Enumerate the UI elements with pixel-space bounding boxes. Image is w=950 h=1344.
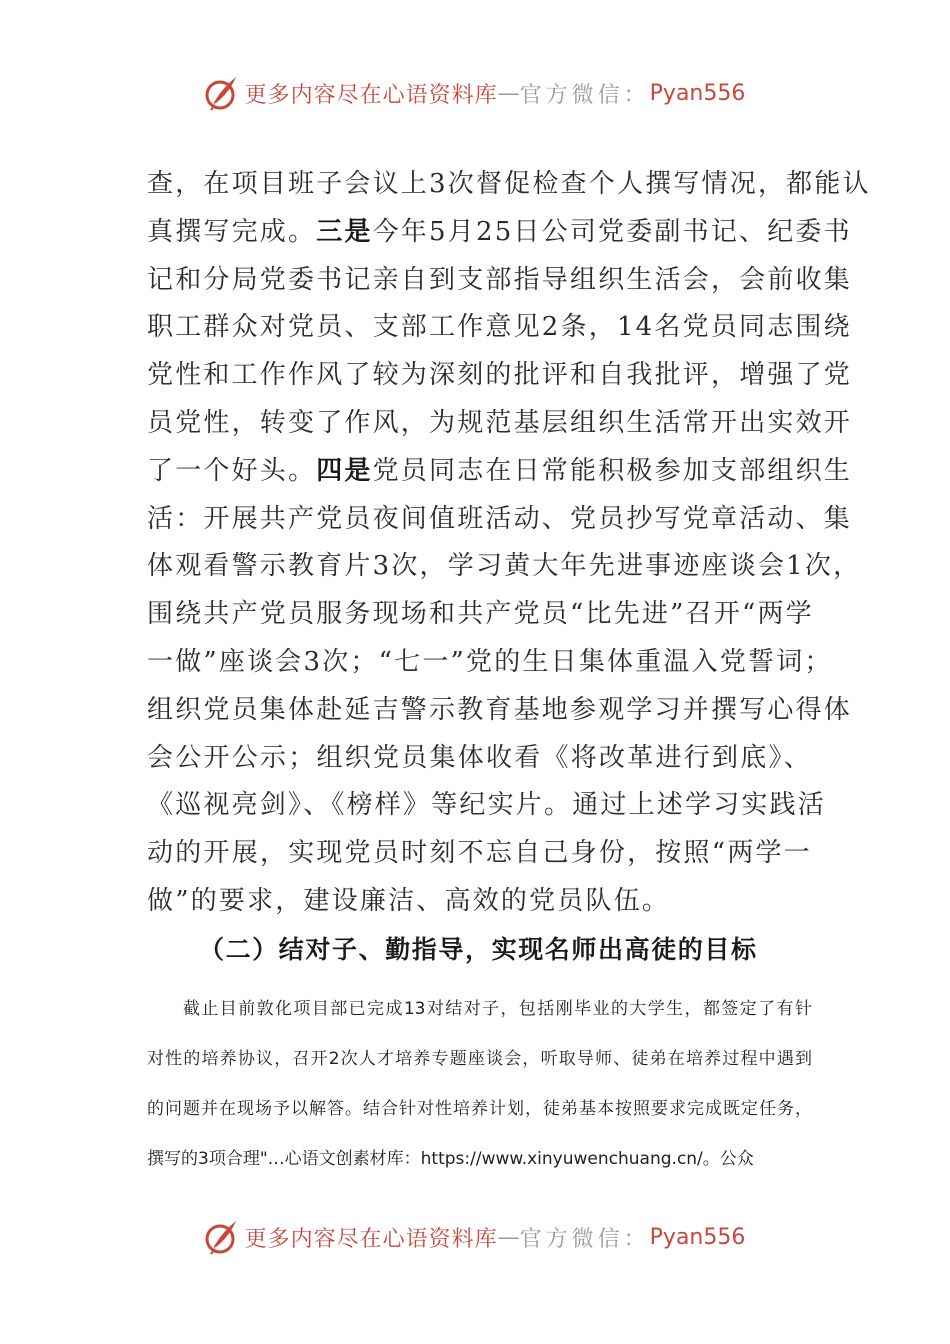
footer-wechat-id: Pyan556 bbox=[649, 1224, 746, 1250]
sans-line: 截止目前敦化项目部已完成13对结对子，包括刚毕业的大学生，都签定了有针 bbox=[183, 999, 812, 1019]
header-wechat-id: Pyan556 bbox=[649, 80, 746, 106]
text-run: 组织党员集体赴延吉警示教育基地参观学习并撰写心得体 bbox=[147, 694, 853, 725]
section-heading: （二）结对子、勤指导，实现名师出高徒的目标 bbox=[199, 935, 758, 964]
text-run: 查，在项目班子会议上3次督促检查个人撰写情况，都能认 bbox=[147, 169, 871, 199]
bold-lead-phrase: 四是 bbox=[316, 455, 373, 486]
body-line bbox=[147, 400, 853, 448]
body-line bbox=[147, 735, 812, 783]
text-run: 动的开展，实现党员时刻不忘自己身份，按照“两学一 bbox=[147, 838, 812, 869]
sans-line: 撰写的3项合理"…心语文创素材库：https://www.xinyuwenchuang.cn/。公众 bbox=[147, 1149, 754, 1169]
header-wechat-label: 官方微信： bbox=[519, 82, 650, 108]
body-paragraph bbox=[147, 161, 871, 926]
header-separator: — bbox=[497, 80, 520, 106]
footer-watermark bbox=[0, 1212, 950, 1262]
body-line bbox=[147, 687, 853, 735]
header-brand-text: 更多内容尽在心语资料库 bbox=[244, 82, 498, 108]
body-line bbox=[147, 878, 812, 926]
quill-logo-icon bbox=[205, 1218, 239, 1256]
footer-separator: — bbox=[497, 1224, 520, 1250]
body-line bbox=[147, 782, 827, 830]
body-line bbox=[147, 304, 852, 352]
text-run: 一做”座谈会3次；“七一”党的生日集体重温入党誓词； bbox=[147, 646, 833, 677]
text-run: 活：开展共产党员夜间值班活动、党员抄写党章活动、集 bbox=[147, 503, 853, 534]
body-line bbox=[147, 448, 853, 496]
body-line bbox=[147, 161, 871, 209]
body-line bbox=[147, 830, 812, 878]
text-run: 做”的要求，建设廉洁、高效的党员队伍。 bbox=[147, 885, 671, 916]
text-run: 员党性，转变了作风，为规范基层组织生活常开出实效开 bbox=[147, 407, 853, 438]
text-run: 记和分局党委书记亲自到支部指导组织生活会，会前收集 bbox=[147, 264, 853, 295]
body-line bbox=[147, 496, 853, 544]
sans-line: 对性的培养协议，召开2次人才培养专题座谈会，听取导师、徒弟在培养过程中遇到 bbox=[147, 1049, 812, 1069]
body-line bbox=[147, 543, 862, 591]
bold-lead-phrase: 三是 bbox=[316, 216, 373, 247]
body-line bbox=[147, 209, 852, 257]
text-run: 职工群众对党员、支部工作意见2条，14名党员同志围绕 bbox=[147, 312, 852, 343]
text-run: 《巡视亮剑》、《榜样》等纪实片。通过上述学习实践活 bbox=[147, 790, 827, 821]
body-line bbox=[147, 639, 833, 687]
sans-line: 的问题并在现场予以解答。结合针对性培养计划，徒弟基本按照要求完成既定任务， bbox=[147, 1099, 812, 1119]
sans-paragraph bbox=[147, 984, 812, 1184]
text-run: 今年5月25日公司党委副书记、纪委书 bbox=[372, 216, 852, 247]
text-run: 党员同志在日常能积极参加支部组织生 bbox=[372, 455, 853, 486]
header-watermark bbox=[0, 68, 950, 118]
text-run: 真撰写完成。 bbox=[147, 216, 317, 247]
text-run: 了一个好头。 bbox=[147, 455, 317, 486]
text-run: 围绕共产党员服务现场和共产党员“比先进”召开“两学 bbox=[147, 599, 814, 630]
body-line bbox=[147, 257, 853, 305]
footer-wechat-label: 官方微信： bbox=[519, 1226, 650, 1252]
text-run: 党性和工作作风了较为深刻的批评和自我批评，增强了党 bbox=[147, 360, 853, 391]
quill-logo-icon bbox=[205, 74, 239, 112]
text-run: 体观看警示教育片3次，学习黄大年先进事迹座谈会1次， bbox=[147, 551, 862, 582]
text-run: 会公开公示；组织党员集体收看《将改革进行到底》、 bbox=[147, 742, 812, 773]
footer-brand-text: 更多内容尽在心语资料库 bbox=[244, 1226, 498, 1252]
body-line bbox=[147, 352, 853, 400]
body-line bbox=[147, 591, 812, 639]
